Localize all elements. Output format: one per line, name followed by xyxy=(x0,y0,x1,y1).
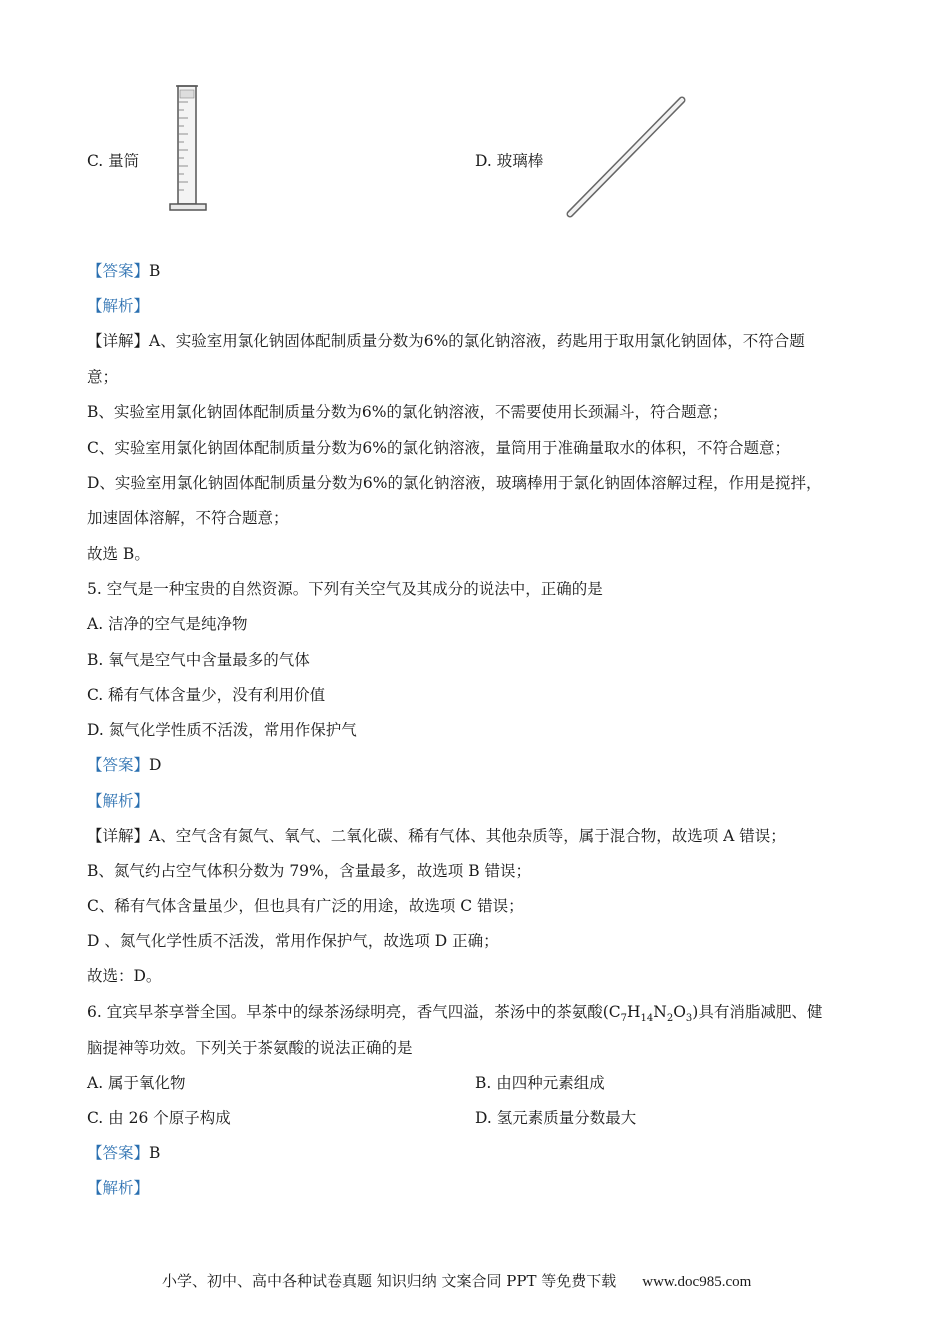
q5-conclusion: 故选：D。 xyxy=(87,967,162,985)
q6-option-a: A. 属于氧化物 xyxy=(87,1074,186,1092)
q6-stem-continued: 脑提神等功效。下列关于茶氨酸的说法正确的是 xyxy=(87,1039,413,1057)
q5-option-d: D. 氮气化学性质不活泼，常用作保护气 xyxy=(87,721,357,739)
q4-analysis-heading: 【解析】 xyxy=(87,297,150,315)
q5-answer: 【答案】D xyxy=(87,756,162,774)
q4-detail-line: B、实验室用氯化钠固体配制质量分数为6%的氯化钠溶液，不需要使用长颈漏斗，符合题意； xyxy=(87,403,728,421)
q4-detail-line: 【详解】A、实验室用氯化钠固体配制质量分数为6%的氯化钠溶液，药匙用于取用氯化钠固体，不符合题 xyxy=(87,332,805,350)
graduated-cylinder-image xyxy=(166,80,212,215)
q4-answer: 【答案】B xyxy=(87,262,161,280)
q6-stem: 6. 宜宾早茶享誉全国。早茶中的绿茶汤绿明亮，香气四溢，茶汤中的茶氨酸$(C_7H_{14}N_2O_3)$具有消脂减肥、健 xyxy=(87,1003,823,1025)
q5-detail-line: D 、氮气化学性质不活泼，常用作保护气，故选项 D 正确； xyxy=(87,932,499,950)
q4-detail-line: C、实验室用氯化钠固体配制质量分数为6%的氯化钠溶液，量筒用于准确量取水的体积，不符合题意； xyxy=(87,439,790,457)
q6-option-d: D. 氢元素质量分数最大 xyxy=(475,1109,637,1127)
q4-conclusion: 故选 B。 xyxy=(87,545,150,563)
q6-analysis-heading: 【解析】 xyxy=(87,1179,150,1197)
footer-text: 小学、初中、高中各种试卷真题 知识归纳 文案合同 PPT 等免费下载 xyxy=(162,1272,617,1290)
q5-stem: 5. 空气是一种宝贵的自然资源。下列有关空气及其成分的说法中，正确的是 xyxy=(87,580,603,598)
q4-detail-line: 加速固体溶解，不符合题意； xyxy=(87,509,289,527)
q6-option-c: C. 由 26 个原子构成 xyxy=(87,1109,231,1127)
option-d-label: D. 玻璃棒 xyxy=(475,152,544,170)
q5-option-a: A. 洁净的空气是纯净物 xyxy=(87,615,248,633)
glass-rod-image xyxy=(560,92,692,222)
q5-detail-line: 【详解】A、空气含有氮气、氧气、二氧化碳、稀有气体、其他杂质等，属于混合物，故选项 A 错误； xyxy=(87,827,786,845)
option-c-label: C. 量筒 xyxy=(87,152,140,170)
q6-option-b: B. 由四种元素组成 xyxy=(475,1074,605,1092)
q4-detail-line: 意； xyxy=(87,368,119,386)
q4-detail-line: D、实验室用氯化钠固体配制质量分数为6%的氯化钠溶液，玻璃棒用于氯化钠固体溶解过程，作用是搅拌， xyxy=(87,474,822,492)
q5-analysis-heading: 【解析】 xyxy=(87,792,150,810)
q5-option-c: C. 稀有气体含量少，没有利用价值 xyxy=(87,686,326,704)
page-footer xyxy=(162,1270,751,1291)
q5-detail-line: B、氮气约占空气体积分数为 79%，含量最多，故选项 B 错误； xyxy=(87,862,532,880)
q6-answer: 【答案】B xyxy=(87,1144,161,1162)
q5-option-b: B. 氧气是空气中含量最多的气体 xyxy=(87,651,310,669)
footer-url[interactable]: www.doc985.com xyxy=(642,1274,752,1290)
q5-detail-line: C、稀有气体含量虽少，但也具有广泛的用途，故选项 C 错误； xyxy=(87,897,524,915)
